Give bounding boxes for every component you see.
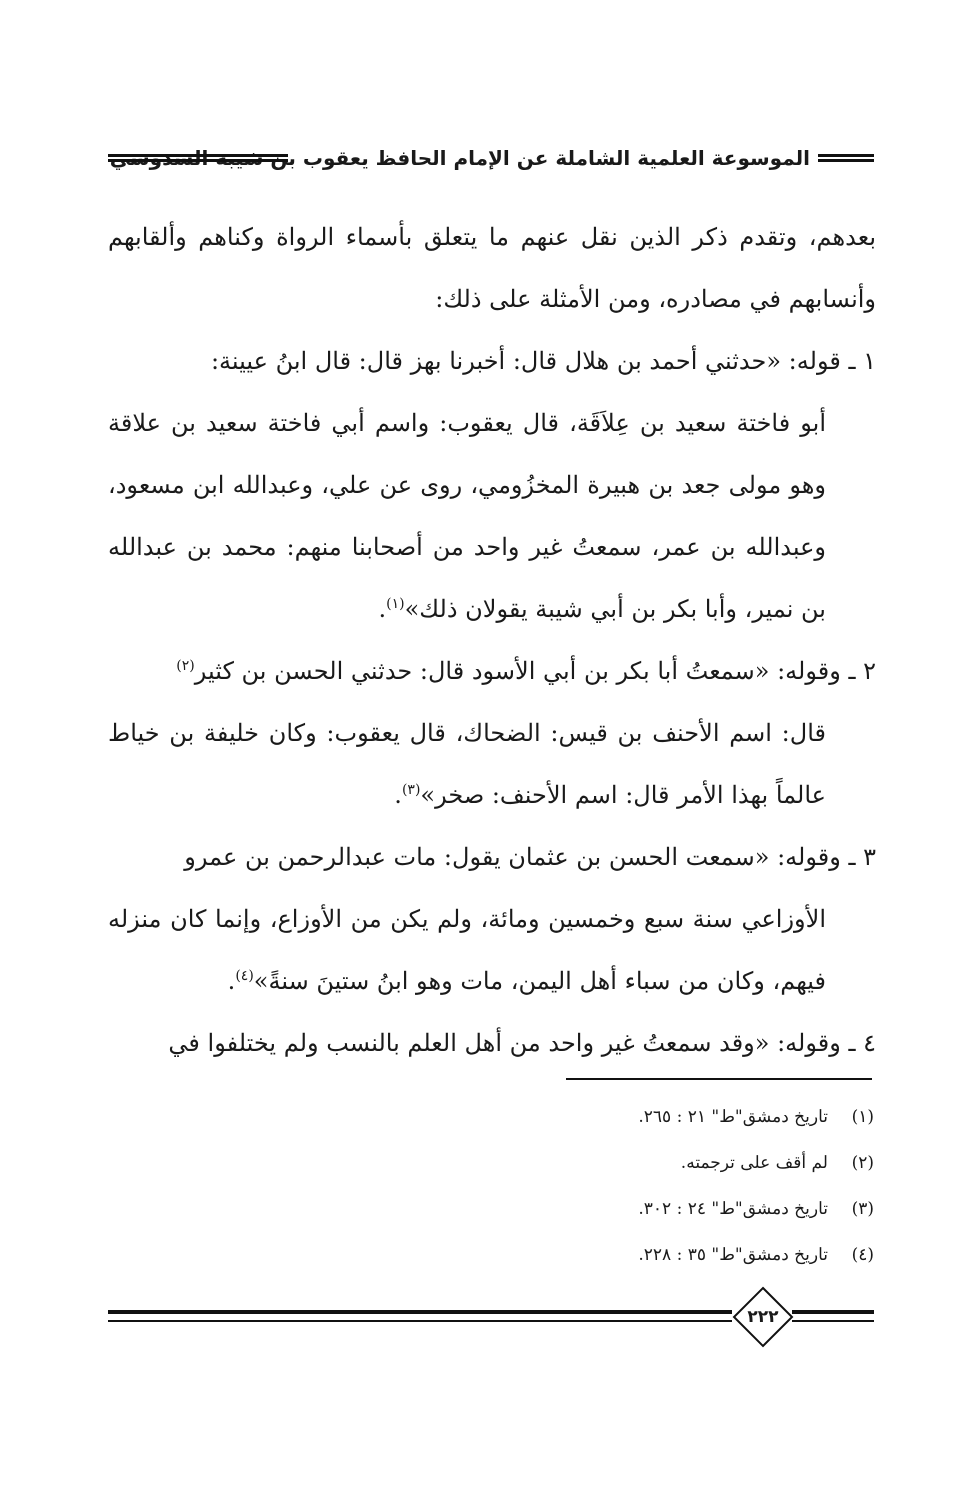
footnote-2 <box>300 1140 874 1186</box>
item-2-text: قال: اسم الأحنف بن قيس: الضحاك، قال يعقوب: وكان خليفة بن خياط عالماً بهذا الأمر قال: اسم الأحنف: صخر» <box>108 719 826 809</box>
footnote-separator <box>566 1078 872 1080</box>
item-3-end: . <box>227 967 236 995</box>
header-rule-left <box>108 154 288 162</box>
footnote-ref-1[interactable]: (١) <box>386 596 405 612</box>
header-title: الموسوعة العلمية الشاملة عن الإمام الحافظ يعقوب بن شيبة السدوسي <box>109 146 810 170</box>
footnote-ref-3[interactable]: (٣) <box>401 782 421 798</box>
item-2-first-line: ٢ ـ وقوله: «سمعتُ أبا بكر بن أبي الأسود قال: حدثني الحسن بن كثير <box>194 657 876 685</box>
item-3-text: الأوزاعي سنة سبع وخمسين ومائة، ولم يكن من الأوزاع، وإنما كان منزله فيهم، وكان من سباء أهل اليمن، مات وهو ابنُ ستينَ سنةً» <box>108 905 826 995</box>
footnote-number: (٤) <box>851 1245 874 1265</box>
footnote-number: (٣) <box>851 1199 874 1219</box>
page-number: ٢٢٢ <box>747 1307 779 1327</box>
body-text <box>108 206 876 1074</box>
footnote-1 <box>300 1094 874 1140</box>
footnote-4 <box>300 1232 874 1278</box>
item-3-first-line: ٣ ـ وقوله: «سمعت الحسن بن عثمان يقول: مات عبدالرحمن بن عمرو <box>184 843 876 871</box>
bottom-rule-left <box>108 1310 732 1322</box>
item-1-first-line: ١ ـ قوله: «حدثني أحمد بن هلال قال: أخبرنا بهز قال: قال ابنُ عيينة: <box>210 347 876 375</box>
example-item-4 <box>108 1012 876 1074</box>
footnote-text: لم أقف على ترجمته. <box>680 1153 828 1173</box>
footnote-ref-4[interactable]: (٤) <box>235 968 254 984</box>
intro-paragraph: بعدهم، وتقدم ذكر الذين نقل عنهم ما يتعلق بأسماء الرواة وكناهم وألقابهم وأنسابهم في مصادره، ومن الأمثلة على ذلك: <box>108 223 876 313</box>
item-2-end: . <box>394 781 402 809</box>
footnote-text: تاريخ دمشق"ط" ٣٥ : ٢٢٨. <box>638 1245 828 1265</box>
footnote-number: (١) <box>851 1107 874 1127</box>
page-number-badge <box>732 1286 794 1348</box>
bottom-rule-right <box>792 1310 874 1322</box>
footnote-number: (٢) <box>851 1153 874 1173</box>
header-rule-right <box>818 154 874 162</box>
example-item-2 <box>108 640 876 826</box>
running-header <box>108 140 874 180</box>
example-item-3 <box>108 826 876 1012</box>
item-4-first-line: ٤ ـ وقوله: «وقد سمعتُ غير واحد من أهل العلم بالنسب ولم يختلفوا في <box>168 1029 876 1057</box>
example-item-1 <box>108 330 876 640</box>
item-1-continuation <box>108 392 876 640</box>
footnotes <box>300 1094 874 1278</box>
item-3-continuation <box>108 888 876 1012</box>
item-1-end: . <box>378 595 387 623</box>
footnote-text: تاريخ دمشق"ط" ٢٤ : ٣٠٢. <box>638 1199 828 1219</box>
footnote-text: تاريخ دمشق"ط" ٢١ : ٢٦٥. <box>638 1107 828 1127</box>
item-1-text: أبو فاختة سعيد بن عِلاَقَة، قال يعقوب: واسم أبي فاختة سعيد بن علاقة وهو مولى جعد بن هبيرة المخزُومي، روى عن علي، وعبدالله ابن مسعود، وعبدالله بن عمر، سمعتُ غير واحد من أصحابنا منهم: محمد بن عبدالله بن نمير، وأبا بكر بن أبي شيبة يقولان ذلك» <box>108 409 826 623</box>
item-2-continuation <box>108 702 876 826</box>
footnote-ref-2[interactable]: (٢) <box>176 658 195 674</box>
footnote-3 <box>300 1186 874 1232</box>
